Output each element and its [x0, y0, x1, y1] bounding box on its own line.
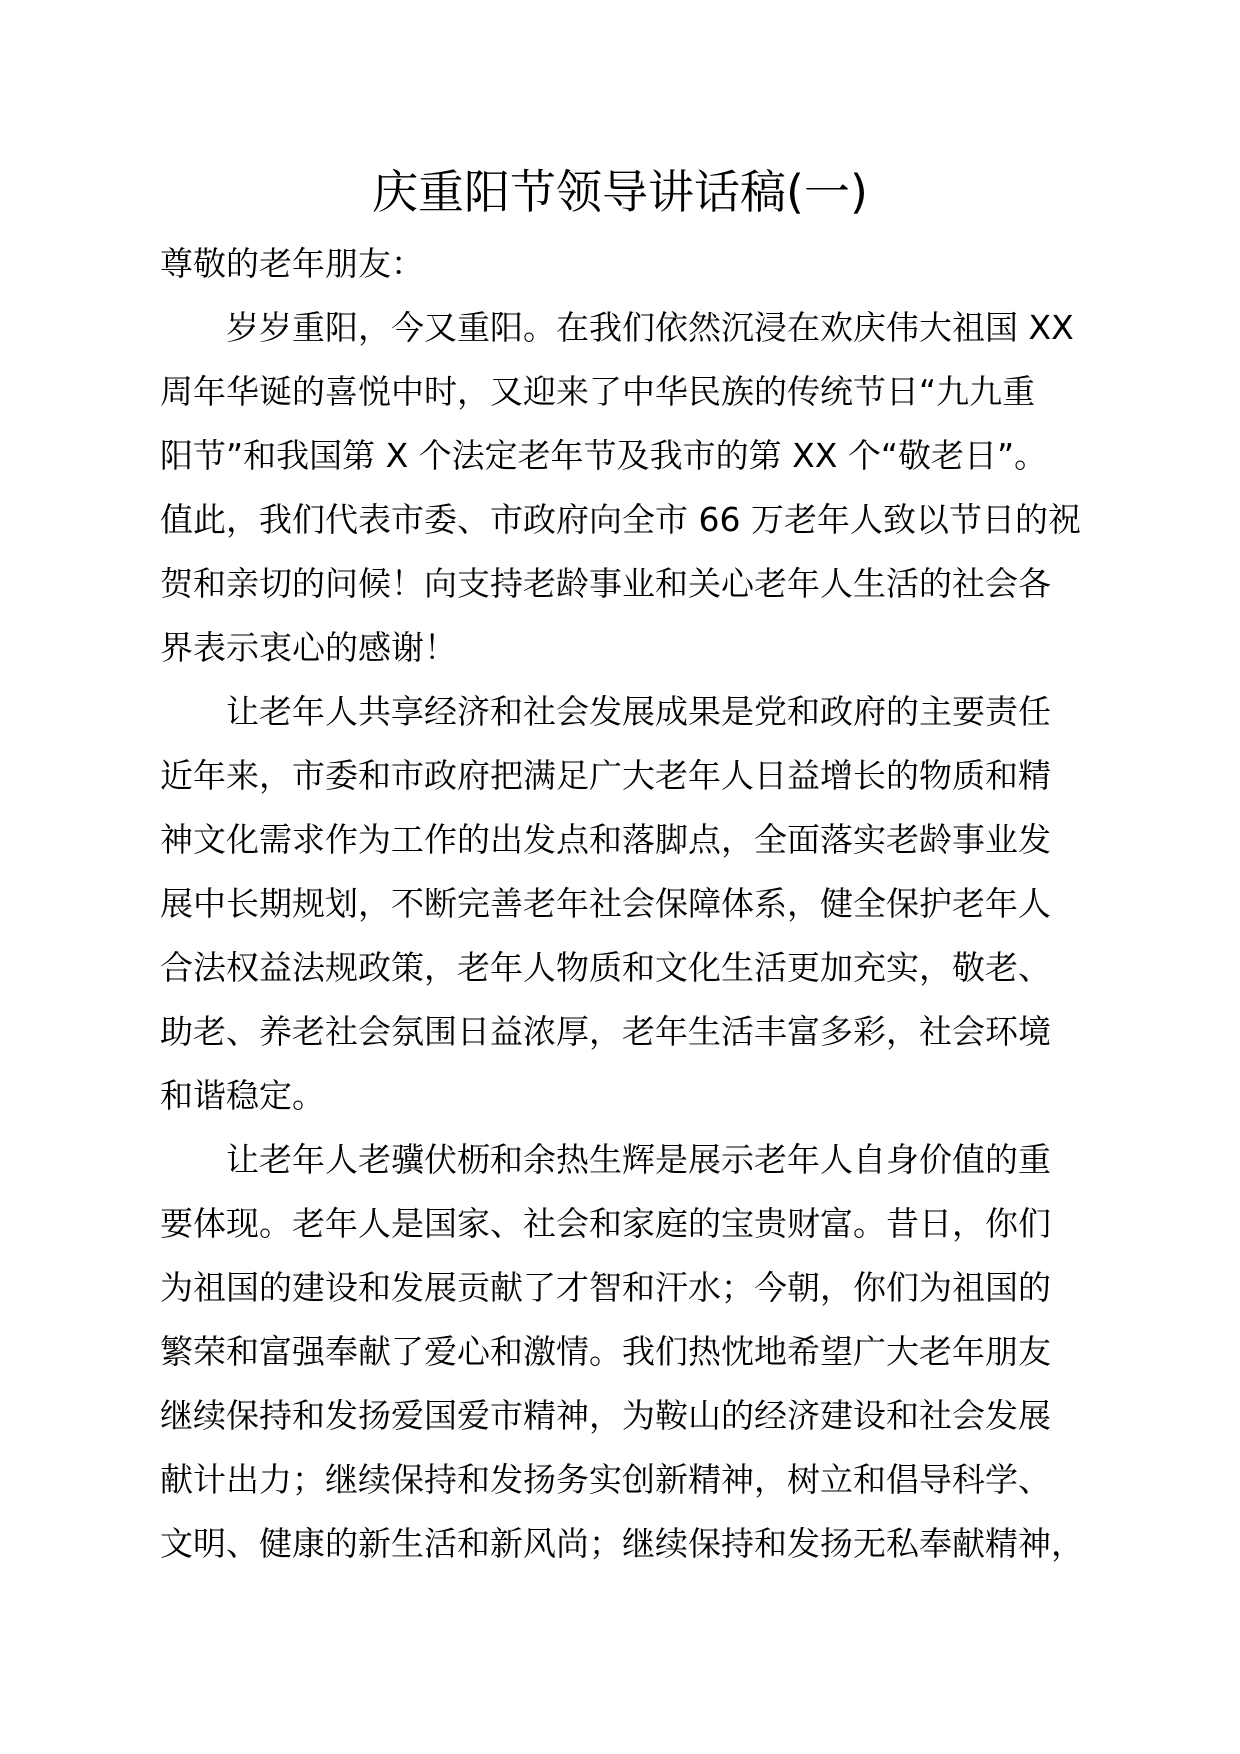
- paragraph-line: 贺和亲切的问候！向支持老龄事业和关心老年人生活的社会各: [160, 564, 1051, 603]
- paragraph-line: 文明、健康的新生活和新风尚；继续保持和发扬无私奉献精神，: [160, 1524, 1084, 1563]
- paragraph-1: [160, 296, 1100, 680]
- paragraph-line: 继续保持和发扬爱国爱市精神，为鞍山的经济建设和社会发展: [160, 1396, 1051, 1435]
- document-title: 庆重阳节领导讲话稿(一): [372, 165, 868, 219]
- salutation: 尊敬的老年朋友：: [160, 244, 424, 283]
- paragraph-line: 岁岁重阳，今又重阳。在我们依然沉浸在欢庆伟大祖国 XX: [226, 308, 1074, 347]
- paragraph-line: 繁荣和富强奉献了爱心和激情。我们热忱地希望广大老年朋友: [160, 1332, 1051, 1371]
- paragraph-line: 让老年人老骥伏枥和余热生辉是展示老年人自身价值的重: [226, 1140, 1051, 1179]
- paragraph-line: 周年华诞的喜悦中时，又迎来了中华民族的传统节日“九九重: [160, 372, 1036, 411]
- document-body: [160, 232, 1100, 1576]
- paragraph-line: 值此，我们代表市委、市政府向全市 66 万老年人致以节日的祝: [160, 500, 1081, 539]
- paragraph-line: 让老年人共享经济和社会发展成果是党和政府的主要责任: [226, 692, 1051, 731]
- paragraph-line: 神文化需求作为工作的出发点和落脚点，全面落实老龄事业发: [160, 820, 1051, 859]
- paragraph-line: 展中长期规划，不断完善老年社会保障体系，健全保护老年人: [160, 884, 1051, 923]
- paragraph-line: 为祖国的建设和发展贡献了才智和汗水；今朝，你们为祖国的: [160, 1268, 1051, 1307]
- paragraph-3: [160, 1128, 1100, 1576]
- paragraph-line: 和谐稳定。: [160, 1076, 325, 1115]
- paragraph-line: 献计出力；继续保持和发扬务实创新精神，树立和倡导科学、: [160, 1460, 1051, 1499]
- paragraph-line: 助老、养老社会氛围日益浓厚，老年生活丰富多彩，社会环境: [160, 1012, 1051, 1051]
- paragraph-line: 阳节”和我国第 X 个法定老年节及我市的第 XX 个“敬老日”。: [160, 436, 1048, 475]
- paragraph-2: [160, 680, 1100, 1128]
- paragraph-line: 合法权益法规政策，老年人物质和文化生活更加充实，敬老、: [160, 948, 1051, 987]
- paragraph-line: 界表示衷心的感谢！: [160, 628, 457, 667]
- paragraph-line: 要体现。老年人是国家、社会和家庭的宝贵财富。昔日，你们: [160, 1204, 1051, 1243]
- paragraph-line: 近年来，市委和市政府把满足广大老年人日益增长的物质和精: [160, 756, 1051, 795]
